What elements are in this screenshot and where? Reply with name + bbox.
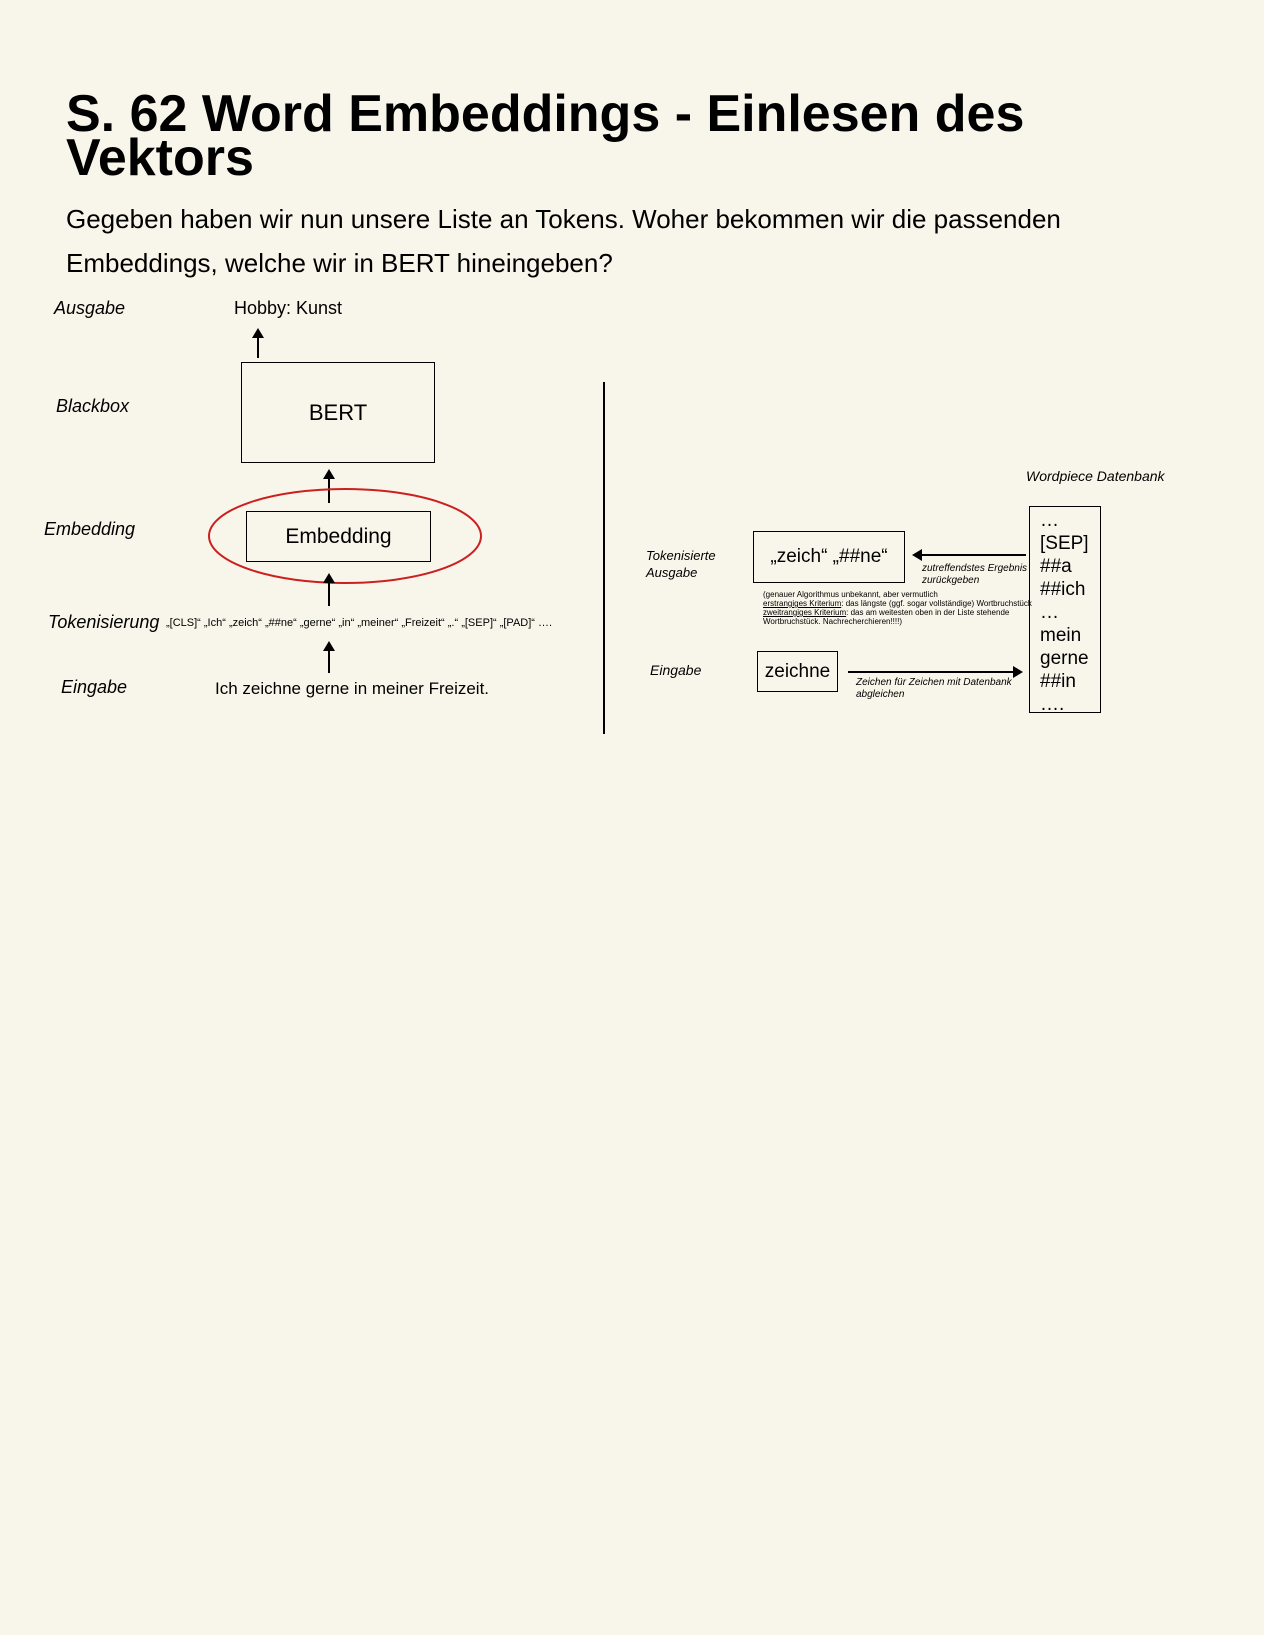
label-tokenized-line2: Ausgabe [646,565,698,580]
label-tokenized-line1: Tokenisierte [646,548,716,563]
note-line4: Wortbruchstück. Nachrecherchieren!!!!) [763,617,903,626]
embedding-box-label: Embedding [285,524,392,548]
db-item: ##a [1040,556,1072,577]
label-tokenisierung: Tokenisierung [48,612,160,632]
tokens-line: „[CLS]“ „Ich“ „zeich“ „##ne“ „gerne“ „in“ „meiner“ „Freizeit“ „.“ „[SEP]“ „[PAD]“ …. [166,617,553,629]
result-arrow-line1: zutreffendstes Ergebnis [922,563,1028,574]
output-text: Hobby: Kunst [234,298,343,318]
db-item: … [1040,602,1059,623]
input-sentence: Ich zeichne gerne in meiner Freizeit. [215,679,490,698]
note-line2-key: erstrangiges Kriterium [763,599,842,608]
note-line2 [763,599,1032,608]
db-item: mein [1040,625,1082,646]
label-ausgabe: Ausgabe [54,298,126,318]
result-arrow-line2: zurückgeben [922,575,980,586]
label-blackbox: Blackbox [56,396,130,416]
arrow-input-to-db [848,671,1014,673]
note-line2-rest: : das längste (ggf. sogar vollständige) Wortbruchstück [841,599,1032,608]
compare-arrow-line1: Zeichen für Zeichen mit Datenbank [856,677,1012,688]
db-title: Wordpiece Datenbank [1026,468,1165,484]
label-tokenized-output [646,547,716,581]
wordpiece-database [1029,506,1101,713]
embedding-box [246,511,431,562]
db-item: [SEP] [1040,533,1089,554]
bert-box [241,362,435,463]
db-item: … [1040,510,1059,531]
input-box-label: zeichne [764,660,831,682]
db-item: …. [1040,694,1065,715]
db-list [1040,509,1100,716]
note-line3 [763,608,1032,617]
db-item: gerne [1040,648,1089,669]
label-embedding: Embedding [44,519,136,539]
result-arrow-label [922,563,1027,587]
arrow-db-to-tokenized [920,554,1026,556]
db-item: ##in [1040,671,1076,692]
note-line1: (genauer Algorithmus unbekannt, aber vermutlich [763,590,938,599]
compare-arrow-label [856,677,1012,701]
intro-text: Gegeben haben wir nun unsere Liste an Tokens. Woher bekommen wir die passenden Embeddings, welche wir in BERT hineingeben? [66,204,1061,278]
tokenized-box [753,531,905,583]
algorithm-note [763,590,1032,626]
arrow-input-to-tokens [328,650,330,673]
compare-arrow-line2: abgleichen [856,689,905,700]
note-line3-key: zweitrangiges Kriterium [763,608,847,617]
note-line3-rest: : das am weitesten oben in der Liste stehende [846,608,1010,617]
bert-box-label: BERT [308,399,368,425]
input-box [757,651,838,692]
label-eingabe: Eingabe [61,677,128,697]
arrow-bert-to-output [257,337,259,358]
page-title: S. 62 Word Embeddings - Einlesen des Vektors [66,85,1025,187]
arrow-db-to-tokenized-head [912,549,922,561]
vertical-divider [603,382,605,734]
label-input-right: Eingabe [650,662,702,678]
tokenized-box-label: „zeich“ „##ne“ [770,546,888,567]
db-item: ##ich [1040,579,1086,600]
arrow-input-to-db-head [1013,666,1023,678]
arrow-tokens-to-embedding [328,582,330,606]
